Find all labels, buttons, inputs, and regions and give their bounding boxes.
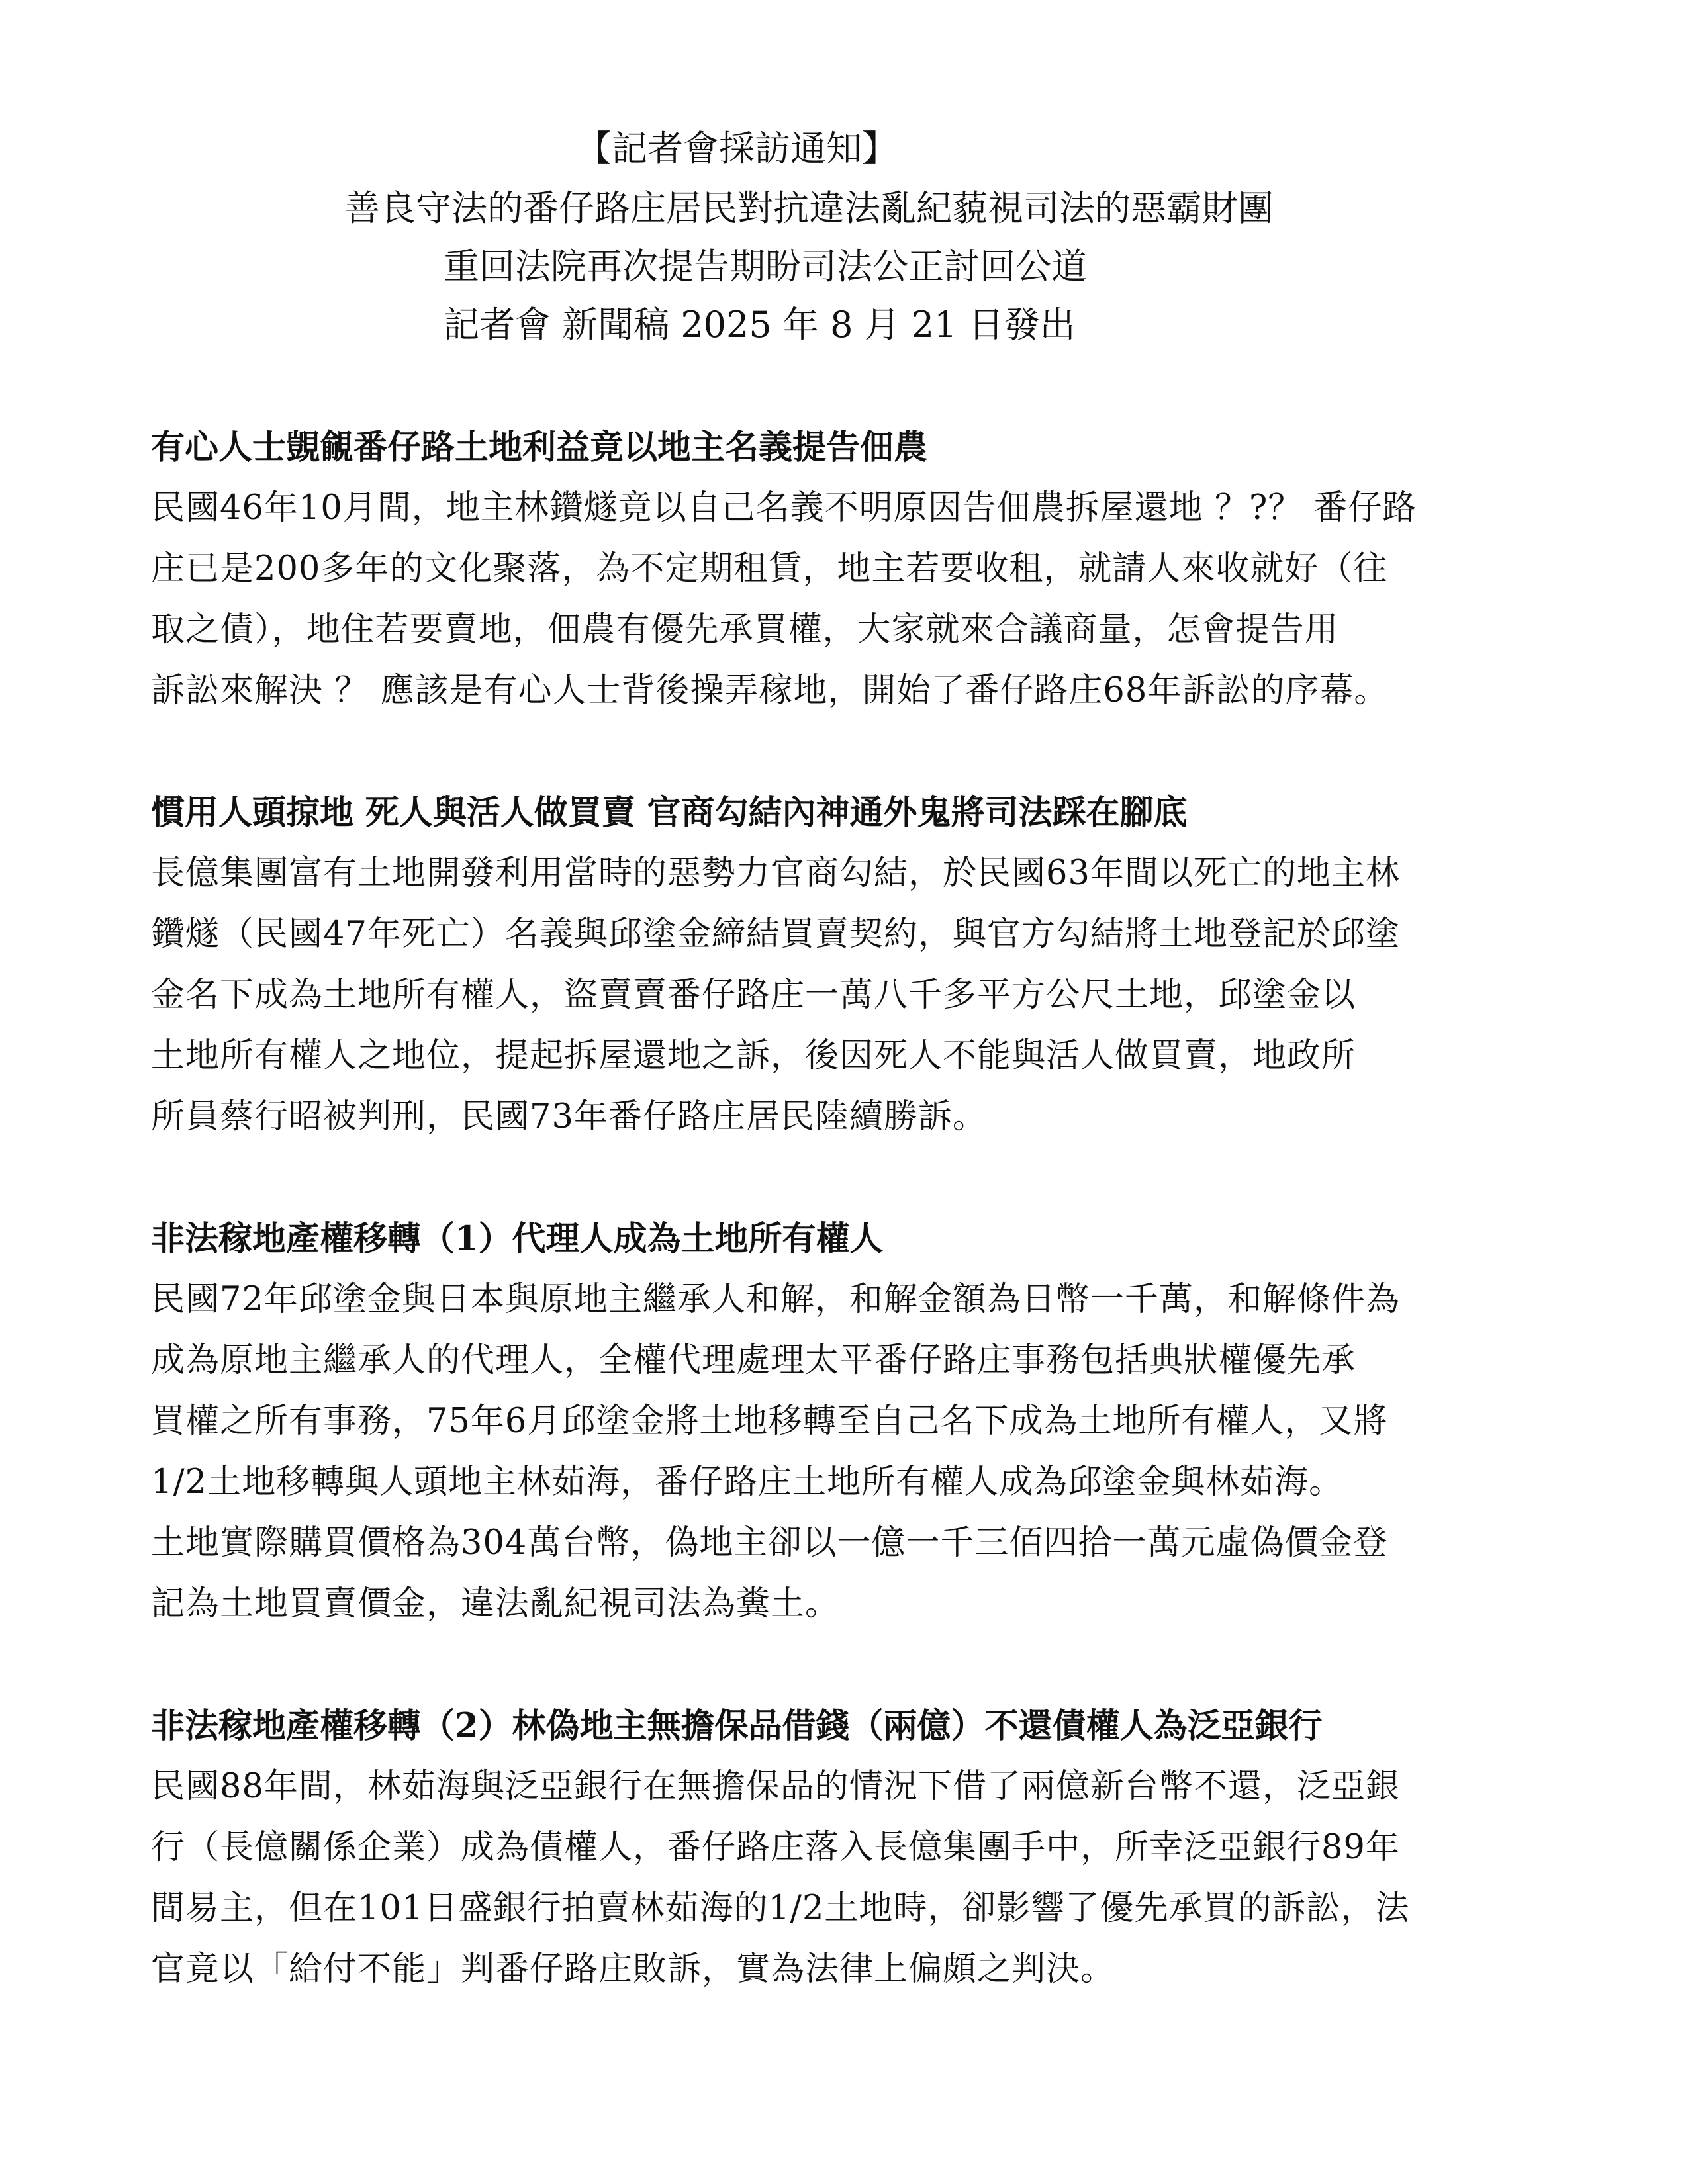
section-paragraph	[151, 1756, 1548, 2000]
section-paragraph	[151, 843, 1548, 1148]
paragraph-line: 買權之所有事務，75年6月邱塗金將土地移轉至自己名下成為土地所有權人，又將	[151, 1402, 1388, 1441]
paragraph-line: 鑽燧（民國47年死亡）名義與邱塗金締結買賣契約，與官方勾結將土地登記於邱塗	[151, 915, 1400, 954]
section-title: 非法稼地產權移轉（2）林偽地主無擔保品借錢（兩億）不還債權人為泛亞銀行	[151, 1706, 1323, 1746]
paragraph-line: 金名下成為土地所有權人，盜賣賣番仔路庄一萬八千多平方公尺土地，邱塗金以	[151, 976, 1356, 1015]
section-title: 非法稼地產權移轉（1）代理人成為土地所有權人	[151, 1219, 884, 1259]
paragraph-line: 民國88年間，林茹海與泛亞銀行在無擔保品的情況下借了兩億新台幣不還，泛亞銀	[151, 1767, 1400, 1806]
paragraph-line: 所員蔡行昭被判刑，民國73年番仔路庄居民陸續勝訴。	[151, 1097, 987, 1136]
subtitle-line-1: 善良守法的番仔路庄居民對抗違法亂紀藐視司法的惡霸財團	[344, 187, 1274, 229]
section-4	[151, 1696, 1548, 2000]
paragraph-line: 土地所有權人之地位，提起拆屋還地之訴，後因死人不能與活人做買賣，地政所	[151, 1036, 1356, 1075]
paragraph-line: 民國46年10月間，地主林鑽燧竟以自己名義不明原因告佃農拆屋還地 ？?？ 番仔路	[151, 488, 1417, 527]
dateline: 記者會 新聞稿 2025 年 8 月 21 日發出	[444, 304, 1076, 345]
paragraph-line: 取之債），地住若要賣地，佃農有優先承買權，大家就來合議商量，怎會提告用	[151, 610, 1339, 649]
section-1	[151, 417, 1548, 721]
paragraph-line: 官竟以「給付不能」判番仔路庄敗訴，實為法律上偏頗之判決。	[151, 1950, 1115, 1989]
section-2	[151, 782, 1548, 1148]
paragraph-line: 訴訟來解決 ？ 應該是有心人士背後操弄稼地，開始了番仔路庄68年訴訟的序幕。	[151, 671, 1389, 710]
paragraph-line: 長億集團富有土地開發利用當時的惡勢力官商勾結，於民國63年間以死亡的地主林	[151, 854, 1400, 893]
subtitle-line-2: 重回法院再次提告期盼司法公正討回公道	[444, 246, 1087, 287]
section-3	[151, 1208, 1548, 1635]
section-paragraph	[151, 1269, 1548, 1635]
paragraph-line: 1/2土地移轉與人頭地主林茹海，番仔路庄土地所有權人成為邱塗金與林茹海。	[151, 1463, 1344, 1502]
paragraph-line: 間易主，但在101日盛銀行拍賣林茹海的1/2土地時，卻影響了優先承買的訴訟，法	[151, 1889, 1410, 1928]
paragraph-line: 土地實際購買價格為304萬台幣，偽地主卻以一億一千三佰四拾一萬元虛偽價金登	[151, 1524, 1388, 1563]
paragraph-line: 民國72年邱塗金與日本與原地主繼承人和解，和解金額為日幣一千萬，和解條件為	[151, 1280, 1400, 1319]
paragraph-line: 庄已是200多年的文化聚落，為不定期租賃，地主若要收租，就請人來收就好（往	[151, 549, 1388, 588]
paragraph-line: 記為土地買賣價金，違法亂紀視司法為糞土。	[151, 1584, 840, 1623]
paragraph-line: 行（長億關係企業）成為債權人，番仔路庄落入長億集團手中，所幸泛亞銀行89年	[151, 1828, 1400, 1867]
section-paragraph	[151, 478, 1548, 721]
section-title: 有心人士覬覦番仔路土地利益竟以地主名義提告佃農	[151, 428, 928, 467]
paragraph-line: 成為原地主繼承人的代理人，全權代理處理太平番仔路庄事務包括典狀權優先承	[151, 1341, 1356, 1380]
notice-title: 【記者會採訪通知】	[576, 128, 898, 169]
press-body	[151, 417, 1548, 2061]
section-title: 慣用人頭掠地 死人與活人做買賣 官商勾結內神通外鬼將司法踩在腳底	[151, 793, 1188, 833]
